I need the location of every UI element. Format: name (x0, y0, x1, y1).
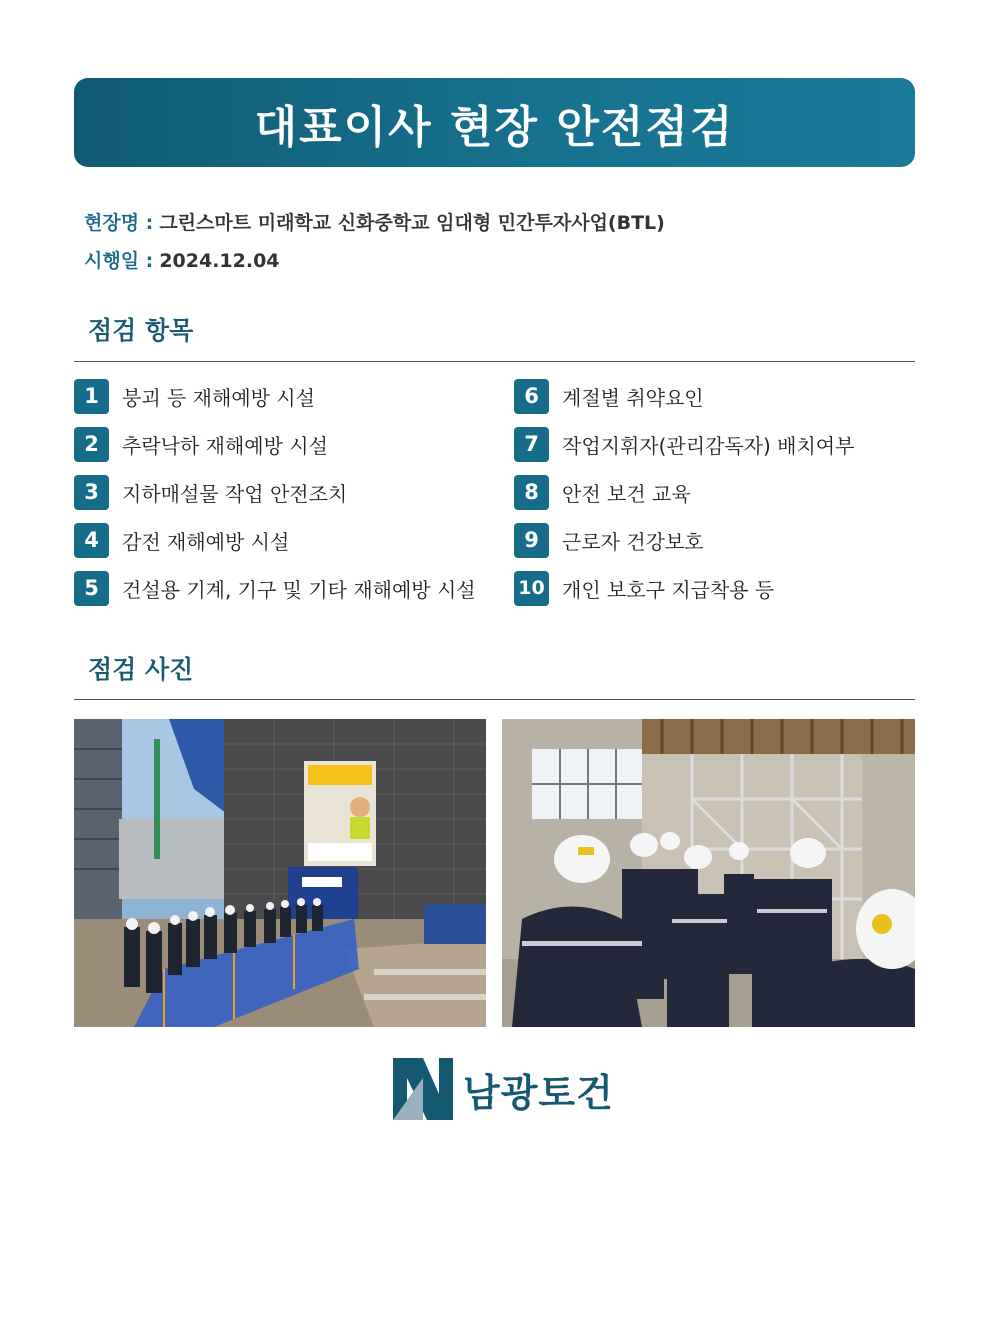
item-label: 붕괴 등 재해예방 시설 (122, 385, 315, 410)
inspection-item (74, 570, 476, 606)
item-number-badge: 10 (514, 571, 549, 606)
site-name-label: 현장명 : (84, 212, 154, 234)
site-photo-interior (502, 719, 915, 1027)
item-number-badge: 8 (514, 475, 549, 510)
inspection-item (74, 426, 328, 462)
inspection-item (74, 522, 289, 558)
photos-divider (74, 699, 915, 700)
site-info (84, 204, 665, 280)
item-number-badge: 2 (74, 427, 109, 462)
item-label: 감전 재해예방 시설 (122, 529, 290, 554)
item-number-badge: 1 (74, 379, 109, 414)
site-photo-exterior (74, 719, 486, 1027)
photos-section-title: 점검 사진 (88, 655, 194, 684)
inspection-item (514, 522, 704, 558)
company-logo (393, 1058, 614, 1120)
inspection-item (514, 474, 691, 510)
inspection-item (514, 378, 704, 414)
item-label: 계절별 취약요인 (562, 385, 704, 410)
item-label: 추락낙하 재해예방 시설 (122, 433, 328, 458)
page-title: 대표이사 현장 안전점검 (254, 101, 735, 153)
company-logo-text: 남광토건 (463, 1070, 614, 1115)
item-label: 안전 보건 교육 (562, 481, 691, 506)
item-number-badge: 4 (74, 523, 109, 558)
item-number-badge: 9 (514, 523, 549, 558)
date-row (84, 242, 665, 280)
item-number-badge: 5 (74, 571, 109, 606)
items-divider (74, 361, 915, 362)
item-label: 건설용 기계, 기구 및 기타 재해예방 시설 (122, 577, 476, 602)
site-name-row (84, 204, 665, 242)
date-value: 2024.12.04 (159, 250, 280, 272)
inspection-item (74, 474, 347, 510)
site-name-value: 그린스마트 미래학교 신화중학교 임대형 민간투자사업(BTL) (159, 212, 665, 234)
item-label: 개인 보호구 지급착용 등 (562, 577, 775, 602)
inspection-item (514, 570, 774, 606)
title-banner (74, 78, 915, 167)
item-label: 작업지휘자(관리감독자) 배치여부 (562, 433, 855, 458)
item-label: 지하매설물 작업 안전조치 (122, 481, 348, 506)
date-label: 시행일 : (84, 250, 154, 272)
item-number-badge: 3 (74, 475, 109, 510)
item-number-badge: 6 (514, 379, 549, 414)
inspection-item (74, 378, 315, 414)
item-label: 근로자 건강보호 (562, 529, 704, 554)
item-number-badge: 7 (514, 427, 549, 462)
items-section-title: 점검 항목 (88, 316, 194, 345)
nk-logo-icon (393, 1058, 453, 1120)
inspection-item (514, 426, 854, 462)
